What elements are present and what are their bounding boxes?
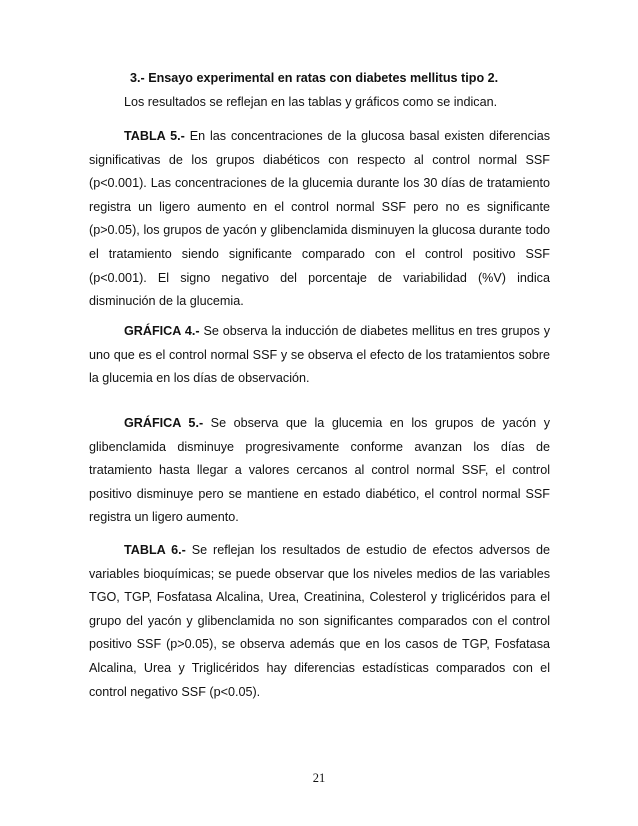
paragraph-tabla-5 bbox=[89, 125, 550, 314]
paragraph-label: TABLA 5.- bbox=[124, 129, 185, 143]
page-number: 21 bbox=[312, 771, 326, 785]
paragraph-text: Se observa que la glucemia en los grupos de yacón y glibenclamida disminuye progresivamente conforme avanzan los días de tratamiento hasta llegar a valores cercanos al control normal SSF, el control positivo disminuye pero se mantiene en estado diabético, el control normal SSF registra un ligero aumento. bbox=[89, 416, 550, 525]
paragraph-grafica-4 bbox=[89, 320, 550, 391]
paragraph-label: TABLA 6.- bbox=[124, 543, 186, 557]
intro-line: Los resultados se reflejan en las tablas y gráficos como se indican. bbox=[124, 95, 498, 109]
paragraph-text: Se reflejan los resultados de estudio de efectos adversos de variables bioquímicas; se puede observar que los niveles medios de las variables TGO, TGP, Fosfatasa Alcalina, Urea, Creatinina, Colesterol y triglicéridos para el grupo del yacón y glibenclamida no son significantes comparados con el control positivo SSF (p>0.05), se observa además que en los casos de TGP, Fosfatasa Alcalina, Urea y Triglicéridos hay diferencias estadísticas comparados con el control negativo SSF (p<0.05). bbox=[89, 543, 550, 699]
paragraph-label: GRÁFICA 5.- bbox=[124, 416, 204, 430]
paragraph-text: Se observa la inducción de diabetes mellitus en tres grupos y uno que es el control normal SSF y se observa el efecto de los tratamientos sobre la glucemia en los días de observación. bbox=[89, 324, 550, 386]
section-heading: 3.- Ensayo experimental en ratas con diabetes mellitus tipo 2. bbox=[130, 71, 499, 85]
paragraph-grafica-5 bbox=[89, 412, 550, 530]
paragraph-text: En las concentraciones de la glucosa basal existen diferencias significativas de los grupos diabéticos con respecto al control normal SSF (p<0.001). Las concentraciones de la glucemia durante los 30 días de tratamiento registra un ligero aumento en el control normal SSF pero no es significante (p>0.05), los grupos de yacón y glibenclamida disminuyen la glucosa durante todo el tratamiento siendo significante comparado con el control positivo SSF (p<0.001). El signo negativo del porcentaje de variabilidad (%V) indica disminución de la glucemia. bbox=[89, 129, 550, 309]
paragraph-tabla-6 bbox=[89, 539, 550, 704]
paragraph-label: GRÁFICA 4.- bbox=[124, 324, 200, 338]
